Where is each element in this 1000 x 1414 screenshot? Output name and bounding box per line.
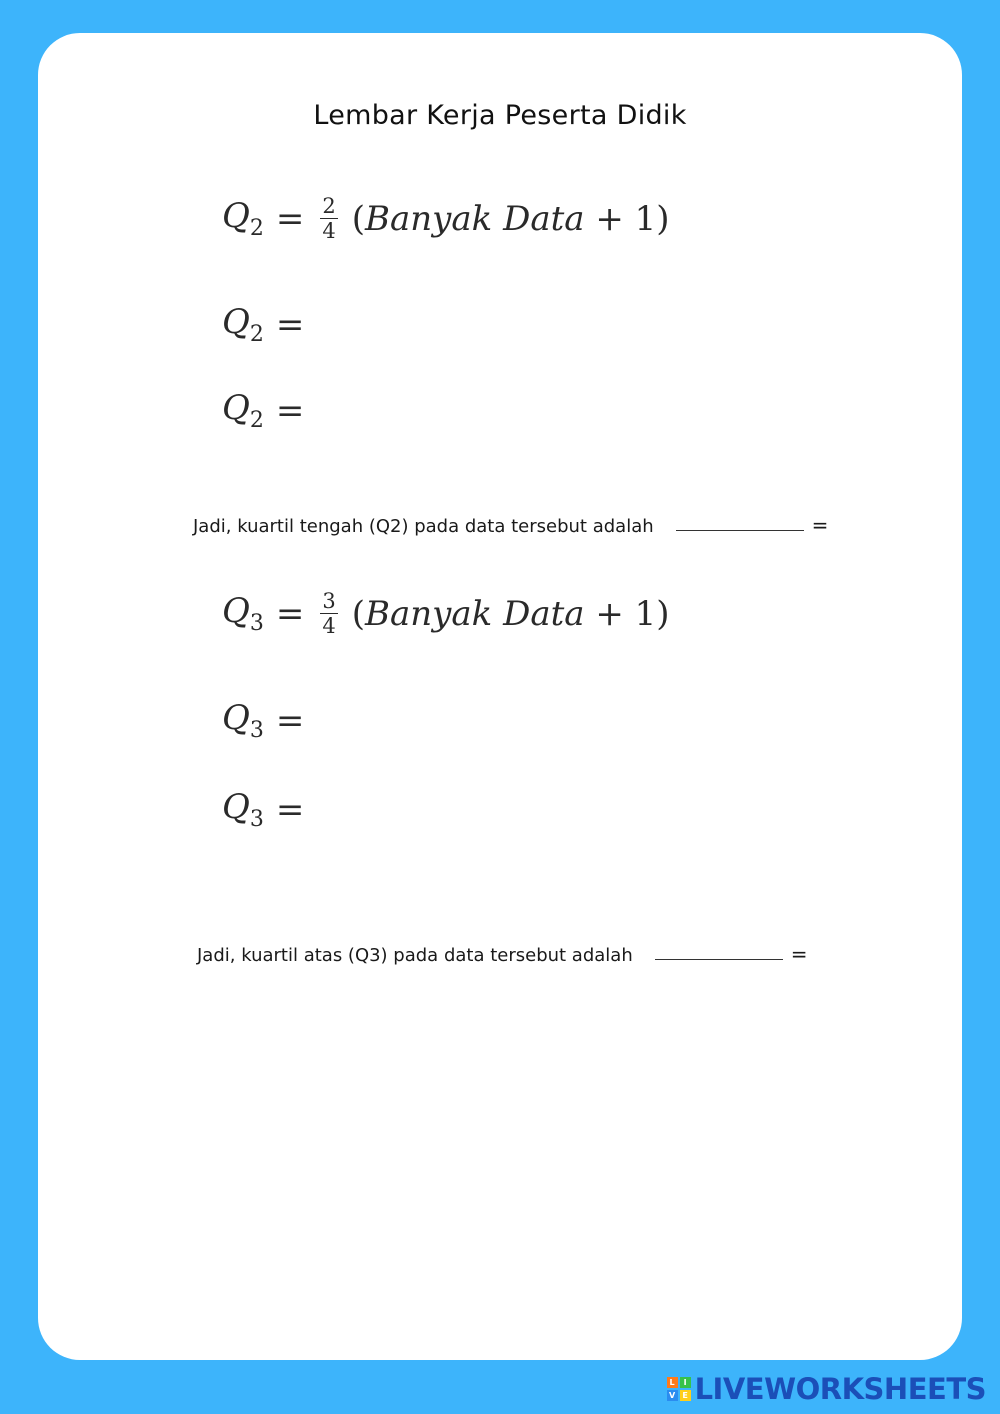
q2-step-2 [222, 388, 304, 433]
q2-step-1-symbol: $Q_2$ [222, 302, 264, 347]
q3-step-2-symbol: $Q_3$ [222, 787, 264, 832]
q2-fraction [320, 195, 337, 242]
q2-equals: = [275, 198, 305, 239]
q3-formula [222, 590, 670, 637]
q2-step-1-equals: = [275, 304, 305, 345]
q3-denominator: 4 [322, 614, 336, 639]
q3-step-2-equals: = [275, 789, 305, 830]
q3-step-1 [222, 698, 304, 743]
q3-equals: = [275, 593, 305, 634]
q2-conclusion-text: Jadi, kuartil tengah (Q2) pada data tersebut adalah [193, 516, 654, 537]
q2-answer-blank[interactable] [676, 529, 804, 531]
q2-denominator: 4 [322, 219, 336, 244]
q2-expression: (Banyak Data + 1) [351, 198, 670, 239]
q2-conclusion [193, 513, 828, 537]
q3-conclusion [197, 942, 808, 966]
q3-step-2 [222, 787, 304, 832]
q2-step-1 [222, 302, 304, 347]
q3-symbol: $Q_3$ [222, 591, 264, 637]
q2-trail-equals: = [811, 513, 829, 537]
q3-conclusion-text: Jadi, kuartil atas (Q3) pada data tersebut adalah [197, 945, 633, 966]
q2-numerator: 2 [322, 194, 336, 218]
q3-step-1-equals: = [275, 700, 305, 741]
q3-step-1-symbol: $Q_3$ [222, 698, 264, 743]
q2-step-2-symbol: $Q_2$ [222, 388, 264, 433]
q2-formula [222, 195, 670, 242]
liveworksheets-logo[interactable] [667, 1372, 986, 1406]
q2-step-2-equals: = [275, 390, 305, 431]
q3-expression: (Banyak Data + 1) [351, 593, 670, 634]
brand-name: LIVEWORKSHEETS [694, 1372, 986, 1406]
q3-answer-blank[interactable] [655, 958, 783, 960]
q3-trail-equals: = [790, 942, 808, 966]
logo-blocks-icon: L I V E [667, 1377, 691, 1401]
page-title: Lembar Kerja Peserta Didik [313, 100, 687, 131]
q3-numerator: 3 [322, 589, 336, 613]
q3-fraction [320, 590, 337, 637]
q2-symbol: $Q_2$ [222, 196, 264, 242]
